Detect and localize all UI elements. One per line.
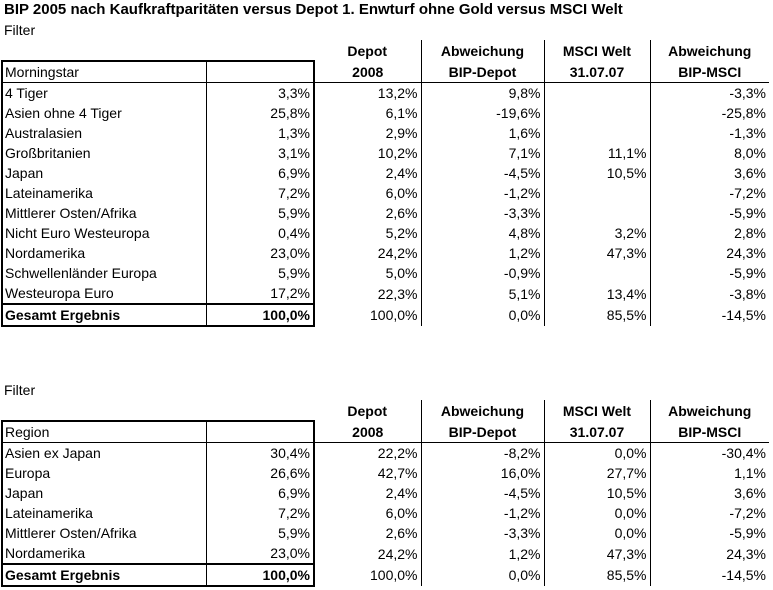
header-depot-year: 2008 <box>314 61 421 83</box>
cell-abweichung-depot: -4,5% <box>421 163 544 183</box>
total-depot: 100,0% <box>314 564 421 586</box>
cell-msci: 0,0% <box>544 503 650 523</box>
cell-abweichung-depot: -1,2% <box>421 503 544 523</box>
total-depot: 100,0% <box>314 304 421 326</box>
header-msci-date: 31.07.07 <box>544 61 650 83</box>
total-msci: 85,5% <box>544 304 650 326</box>
cell-msci: 13,4% <box>544 283 650 304</box>
header-row <box>2 61 769 83</box>
table-row <box>2 283 769 304</box>
cell-abweichung-depot: -8,2% <box>421 443 544 464</box>
header-abweichung-depot: Abweichung <box>421 400 544 421</box>
cell-abweichung-msci: 24,3% <box>726 545 766 562</box>
cell-bip: 5,9% <box>206 203 314 223</box>
header-row <box>2 400 769 421</box>
cell-abweichung-msci: 8,0% <box>734 145 766 161</box>
cell-bip: 3,1% <box>206 143 314 163</box>
cell-abweichung-msci: 3,6% <box>734 485 766 501</box>
cell-depot: 13,2% <box>314 83 421 104</box>
cell-bip: 1,3% <box>206 123 314 143</box>
cell-abweichung-depot: 5,1% <box>421 283 544 304</box>
table-row <box>2 223 769 243</box>
header-blank <box>206 61 314 83</box>
row-label[interactable]: Nicht Euro Westeuropa <box>2 223 206 243</box>
cell-abweichung-depot: -1,2% <box>421 183 544 203</box>
total-abweichung-depot: 0,0% <box>421 564 544 586</box>
cell-bip: 17,2% <box>206 283 314 304</box>
cell-depot: 2,4% <box>314 483 421 503</box>
cell-abweichung-depot: 1,2% <box>421 543 544 564</box>
header-abweichung-msci: Abweichung <box>668 402 752 419</box>
header-blank <box>206 400 314 421</box>
cell-abweichung-depot: 1,2% <box>421 243 544 263</box>
cell-depot: 22,2% <box>314 443 421 464</box>
row-label[interactable]: 4 Tiger <box>2 83 206 104</box>
cell-depot: 42,7% <box>314 463 421 483</box>
total-row <box>2 564 769 586</box>
data-table-region <box>1 400 769 587</box>
cell-bip: 5,9% <box>206 523 314 543</box>
header-abweichung-depot: Abweichung <box>421 40 544 61</box>
row-label[interactable]: Lateinamerika <box>2 503 206 523</box>
data-table-morningstar <box>1 40 769 327</box>
cell-abweichung-depot: -19,6% <box>421 103 544 123</box>
table-row <box>2 443 769 464</box>
header-blank <box>2 400 206 421</box>
cell-msci <box>544 183 650 203</box>
cell-bip: 5,9% <box>206 263 314 283</box>
row-field-label[interactable]: Morningstar <box>2 61 206 83</box>
cell-depot: 22,3% <box>314 283 421 304</box>
filter-label-1: Filter <box>4 22 36 38</box>
cell-abweichung-depot: -4,5% <box>421 483 544 503</box>
table-row <box>2 523 769 543</box>
header-blank <box>2 40 206 61</box>
cell-abweichung-depot: 9,8% <box>421 83 544 104</box>
row-label[interactable]: Japan <box>2 163 206 183</box>
header-msci-date: 31.07.07 <box>544 421 650 443</box>
cell-abweichung-msci: -25,8% <box>721 105 766 121</box>
table-row <box>2 103 769 123</box>
row-label[interactable]: Europa <box>2 463 206 483</box>
cell-depot: 24,2% <box>314 543 421 564</box>
cell-abweichung-depot: -3,3% <box>421 203 544 223</box>
row-field-label[interactable]: Region <box>2 421 206 443</box>
cell-abweichung-msci: -30,4% <box>721 445 766 461</box>
table-row <box>2 163 769 183</box>
cell-depot: 10,2% <box>314 143 421 163</box>
cell-bip: 6,9% <box>206 483 314 503</box>
cell-abweichung-depot: 1,6% <box>421 123 544 143</box>
cell-depot: 5,0% <box>314 263 421 283</box>
cell-msci: 27,7% <box>544 463 650 483</box>
table-row <box>2 463 769 483</box>
total-abweichung-depot: 0,0% <box>421 304 544 326</box>
cell-depot: 6,0% <box>314 503 421 523</box>
sheet-title: BIP 2005 nach Kaufkraftparitäten versus Depot 1. Enwturf ohne Gold versus MSCI Welt <box>4 1 623 18</box>
cell-abweichung-msci: -1,3% <box>729 125 766 141</box>
table-row <box>2 503 769 523</box>
header-depot-year: 2008 <box>314 421 421 443</box>
cell-msci: 0,0% <box>544 523 650 543</box>
table-row <box>2 183 769 203</box>
header-msci: MSCI Welt <box>544 400 650 421</box>
total-msci: 85,5% <box>544 564 650 586</box>
cell-msci: 11,1% <box>544 143 650 163</box>
header-blank <box>206 40 314 61</box>
cell-abweichung-msci: -3,8% <box>729 285 766 302</box>
cell-bip: 23,0% <box>206 243 314 263</box>
cell-bip: 25,8% <box>206 103 314 123</box>
total-label[interactable]: Gesamt Ergebnis <box>2 564 206 586</box>
table-row <box>2 263 769 283</box>
row-label[interactable]: Lateinamerika <box>2 183 206 203</box>
header-abweichung-msci-sub: BIP-MSCI <box>650 421 769 443</box>
cell-msci: 0,0% <box>544 443 650 464</box>
cell-msci: 47,3% <box>544 243 650 263</box>
table-row <box>2 543 769 564</box>
cell-bip: 26,6% <box>206 463 314 483</box>
cell-bip: 7,2% <box>206 503 314 523</box>
cell-bip: 0,4% <box>206 223 314 243</box>
row-label[interactable]: Asien ohne 4 Tiger <box>2 103 206 123</box>
row-label[interactable]: Japan <box>2 483 206 503</box>
cell-depot: 2,9% <box>314 123 421 143</box>
header-depot: Depot <box>314 400 421 421</box>
row-label[interactable]: Mittlerer Osten/Afrika <box>2 203 206 223</box>
filter-label-2: Filter <box>4 382 36 398</box>
row-label[interactable]: Nordamerika <box>2 543 206 564</box>
table-row <box>2 83 769 104</box>
cell-abweichung-depot: 4,8% <box>421 223 544 243</box>
cell-bip: 7,2% <box>206 183 314 203</box>
cell-msci <box>544 83 650 104</box>
cell-abweichung-msci: 3,6% <box>734 165 766 181</box>
cell-depot: 5,2% <box>314 223 421 243</box>
total-bip: 100,0% <box>206 564 314 586</box>
cell-msci: 47,3% <box>544 543 650 564</box>
cell-abweichung-depot: -3,3% <box>421 523 544 543</box>
total-abweichung-msci: -14,5% <box>721 307 766 323</box>
cell-abweichung-msci: -5,9% <box>729 205 766 221</box>
cell-abweichung-msci: 2,8% <box>734 225 766 241</box>
header-abweichung-msci: Abweichung <box>668 42 752 59</box>
row-label[interactable]: Westeuropa Euro <box>2 283 206 304</box>
cell-depot: 24,2% <box>314 243 421 263</box>
header-abweichung-depot-sub: BIP-Depot <box>421 61 544 83</box>
cell-abweichung-msci: -3,3% <box>729 85 766 101</box>
cell-abweichung-msci: 1,1% <box>734 465 766 481</box>
cell-msci: 10,5% <box>544 483 650 503</box>
row-label[interactable]: Nordamerika <box>2 243 206 263</box>
table-row <box>2 143 769 163</box>
row-label[interactable]: Australasien <box>2 123 206 143</box>
header-depot: Depot <box>314 40 421 61</box>
cell-msci: 10,5% <box>544 163 650 183</box>
cell-depot: 2,4% <box>314 163 421 183</box>
header-abweichung-depot-sub: BIP-Depot <box>421 421 544 443</box>
total-row <box>2 304 769 326</box>
cell-abweichung-depot: -0,9% <box>421 263 544 283</box>
cell-bip: 6,9% <box>206 163 314 183</box>
table-row <box>2 203 769 223</box>
total-abweichung-msci: -14,5% <box>721 567 766 583</box>
cell-depot: 6,1% <box>314 103 421 123</box>
total-bip: 100,0% <box>206 304 314 326</box>
cell-depot: 2,6% <box>314 523 421 543</box>
row-label[interactable]: Mittlerer Osten/Afrika <box>2 523 206 543</box>
cell-bip: 23,0% <box>206 543 314 564</box>
cell-abweichung-msci: -7,2% <box>729 185 766 201</box>
cell-depot: 6,0% <box>314 183 421 203</box>
cell-abweichung-msci: -7,2% <box>729 505 766 521</box>
row-label[interactable]: Großbritanien <box>2 143 206 163</box>
header-row <box>2 40 769 61</box>
cell-msci: 3,2% <box>544 223 650 243</box>
cell-msci <box>544 203 650 223</box>
table-row <box>2 243 769 263</box>
header-row <box>2 421 769 443</box>
table-row <box>2 483 769 503</box>
cell-abweichung-msci: 24,3% <box>726 245 766 261</box>
cell-abweichung-depot: 16,0% <box>421 463 544 483</box>
cell-msci <box>544 103 650 123</box>
table-row <box>2 123 769 143</box>
header-blank <box>206 421 314 443</box>
cell-abweichung-msci: -5,9% <box>729 265 766 281</box>
cell-msci <box>544 123 650 143</box>
cell-bip: 3,3% <box>206 83 314 104</box>
cell-msci <box>544 263 650 283</box>
cell-abweichung-msci: -5,9% <box>729 525 766 541</box>
cell-abweichung-depot: 7,1% <box>421 143 544 163</box>
header-abweichung-msci-sub: BIP-MSCI <box>650 61 769 83</box>
total-label[interactable]: Gesamt Ergebnis <box>2 304 206 326</box>
header-msci: MSCI Welt <box>544 40 650 61</box>
row-label[interactable]: Asien ex Japan <box>2 443 206 464</box>
row-label[interactable]: Schwellenländer Europa <box>2 263 206 283</box>
cell-depot: 2,6% <box>314 203 421 223</box>
cell-bip: 30,4% <box>206 443 314 464</box>
